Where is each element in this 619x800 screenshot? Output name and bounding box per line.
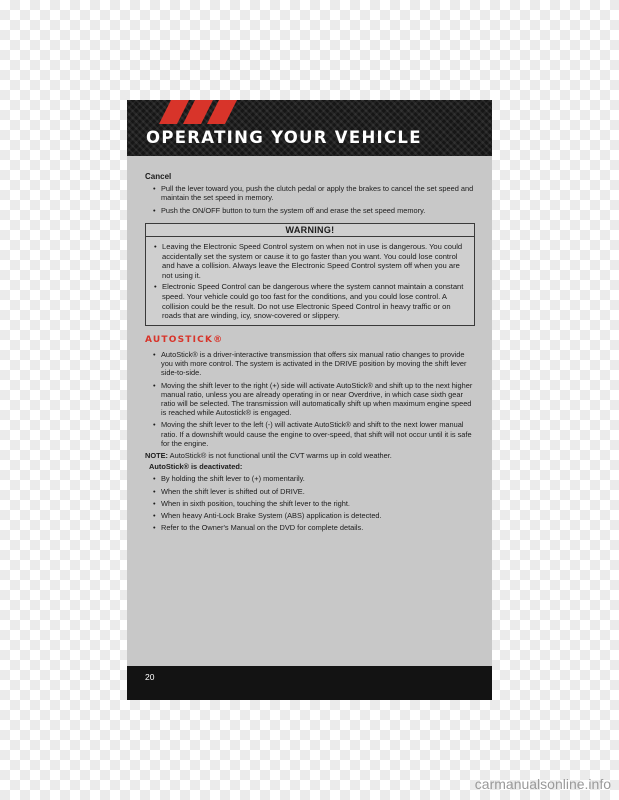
note-label: NOTE: (145, 451, 168, 460)
cancel-list (145, 184, 475, 215)
warning-list (146, 237, 474, 325)
autostick-list (145, 350, 475, 448)
list-item: • Refer to the Owner's Manual on the DVD for complete details. (145, 523, 475, 532)
page-footer (127, 666, 492, 700)
note-text: AutoStick® is not functional until the CVT warms up in cold weather. (169, 451, 392, 460)
list-item: • Pull the lever toward you, push the clutch pedal or apply the brakes to cancel the set speed and maintain the set speed in memory. (145, 184, 475, 202)
warning-title: WARNING! (146, 224, 474, 237)
cancel-heading: Cancel (145, 172, 172, 181)
list-item: • When heavy Anti-Lock Brake System (ABS) application is detected. (145, 511, 475, 520)
manual-page (127, 100, 492, 700)
watermark-text: carmanualsonline.info (474, 776, 611, 792)
deactivated-heading: AutoStick® is deactivated: (149, 462, 243, 472)
list-item: • Electronic Speed Control can be dangerous where the system cannot maintain a constant speed. Your vehicle could go too fast for the conditions, and you could lose control. A collision could be the result. Do not use Electronic Speed Control in heavy traffic or on roads that are winding, icy, snow-covered or slippery. (146, 282, 468, 320)
list-item: • By holding the shift lever to (+) momentarily. (145, 474, 475, 483)
list-item: • When the shift lever is shifted out of DRIVE. (145, 487, 475, 496)
list-item: • Moving the shift lever to the left (-) will activate AutoStick® and shift to the next lower manual ratio. If a downshift would cause the engine to over-speed, that shift will not occur until it is safe for the engine. (145, 420, 475, 448)
list-item: • When in sixth position, touching the shift lever to the right. (145, 499, 475, 508)
page-header (127, 100, 492, 156)
page-number: 20 (145, 672, 155, 682)
list-item: • Moving the shift lever to the right (+) side will activate AutoStick® and shift up to the next higher manual ratio, unless you are already operating in or near Overdrive, in which case sixth gear ratio will be selected. The transmission will automatically shift up when maximum engine speed is reached while Autostick® is engaged. (145, 381, 475, 418)
warning-box (145, 223, 475, 326)
list-item: • Leaving the Electronic Speed Control system on when not in use is dangerous. You could accidentally set the system or cause it to go faster than you want. You could lose control and have a collision. Always leave the Electronic Speed Control system off when you are not using it. (146, 242, 468, 280)
list-item: • AutoStick® is a driver-interactive transmission that offers six manual ratio changes to provide you with more control. The system is activated in the DRIVE position by moving the shift lever side-to-side. (145, 350, 475, 378)
page-content (145, 172, 475, 535)
section-title: OPERATING YOUR VEHICLE (146, 128, 422, 147)
autostick-heading: AUTOSTICK® (145, 334, 224, 345)
list-item: • Push the ON/OFF button to turn the system off and erase the set speed memory. (145, 206, 475, 215)
deactivated-list (145, 474, 475, 532)
autostick-note (145, 451, 475, 460)
racing-stripes-icon (159, 100, 239, 124)
